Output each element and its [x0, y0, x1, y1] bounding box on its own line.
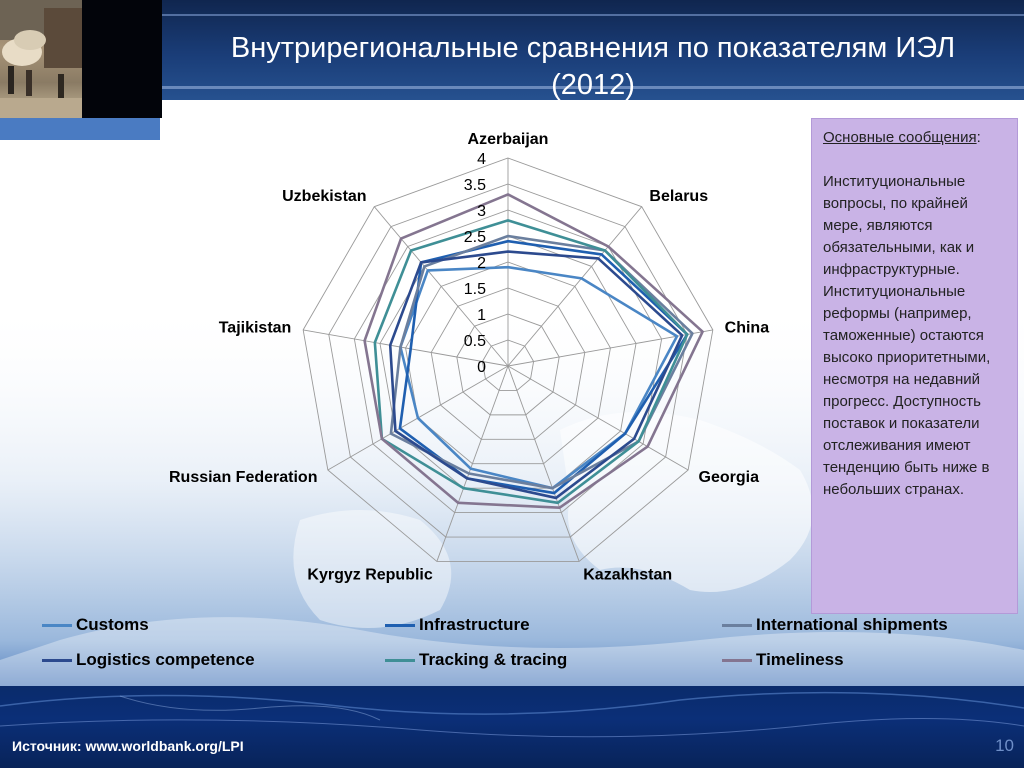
- source-citation: Источник: www.worldbank.org/LPI: [12, 738, 244, 754]
- slide-title: [162, 30, 1024, 104]
- category-label: Belarus: [649, 187, 709, 205]
- tick-label: 3: [477, 203, 486, 220]
- legend-item: [42, 648, 255, 672]
- header-divider-top: [162, 14, 1024, 16]
- legend-swatch: [722, 659, 752, 662]
- header-dark-panel: [82, 0, 162, 118]
- slide-title-line1: Внутрирегиональные сравнения по показателям ИЭЛ: [230, 32, 956, 64]
- key-messages-body: Институциональные вопросы, по крайней мере, являются обязательными, как и инфраструктурные. Институциональные реформы (например, таможенные) остаются высоко приоритетными, несмотря на недавний прогресс. Доступность поставок и показатели отслеживания имеют тенденцию быть ниже в небольших странах.: [823, 173, 991, 498]
- legend-item: [385, 613, 530, 637]
- tick-label: 0.5: [463, 333, 486, 350]
- legend-label: Logistics competence: [76, 650, 255, 669]
- chart-ticks: [464, 151, 486, 376]
- key-messages-heading-colon: :: [976, 129, 981, 146]
- category-label: Tajikistan: [218, 319, 292, 337]
- grid-spoke: [374, 207, 508, 366]
- chart-legend: [40, 612, 1020, 672]
- legend-label: Customs: [76, 615, 149, 634]
- legend-item: [42, 613, 149, 637]
- footer-map-decoration: [0, 686, 1024, 768]
- legend-swatch: [722, 624, 752, 627]
- tick-label: 2: [477, 255, 486, 272]
- key-messages-heading: Основные сообщения: [823, 129, 977, 146]
- legend-label: Infrastructure: [419, 615, 530, 634]
- radar-chart: [0, 118, 800, 606]
- chart-grid: [303, 158, 713, 561]
- legend-label: Tracking & tracing: [419, 650, 568, 669]
- legend-label: International shipments: [756, 615, 948, 634]
- tick-label: 3.5: [463, 177, 486, 194]
- slide-header: [0, 0, 1024, 118]
- legend-swatch: [385, 659, 415, 662]
- category-label: China: [724, 319, 770, 337]
- tick-label: 0: [477, 359, 486, 376]
- legend-swatch: [385, 624, 415, 627]
- category-label: Kazakhstan: [583, 566, 673, 584]
- page-number: 10: [995, 736, 1014, 755]
- tick-label: 1.5: [463, 281, 486, 298]
- legend-swatch: [42, 659, 72, 662]
- category-label: Russian Federation: [168, 469, 318, 486]
- header-photo: [0, 0, 82, 118]
- slide-footer: [0, 686, 1024, 768]
- tick-label: 2.5: [463, 229, 486, 246]
- category-label: Uzbekistan: [282, 187, 367, 205]
- key-messages-box: [811, 118, 1018, 614]
- category-label: Georgia: [698, 469, 759, 486]
- legend-item: [722, 648, 844, 672]
- legend-item: [385, 648, 567, 672]
- legend-label: Timeliness: [756, 650, 844, 669]
- legend-swatch: [42, 624, 72, 627]
- tick-label: 4: [477, 151, 486, 168]
- legend-item: [722, 613, 948, 637]
- category-label: Kyrgyz Republic: [307, 566, 433, 584]
- slide-title-line2: (2012): [551, 69, 635, 101]
- tick-label: 1: [477, 307, 486, 324]
- category-label: Azerbaijan: [467, 131, 549, 148]
- series-line-timeliness: [365, 194, 703, 507]
- chart-series: [365, 194, 703, 507]
